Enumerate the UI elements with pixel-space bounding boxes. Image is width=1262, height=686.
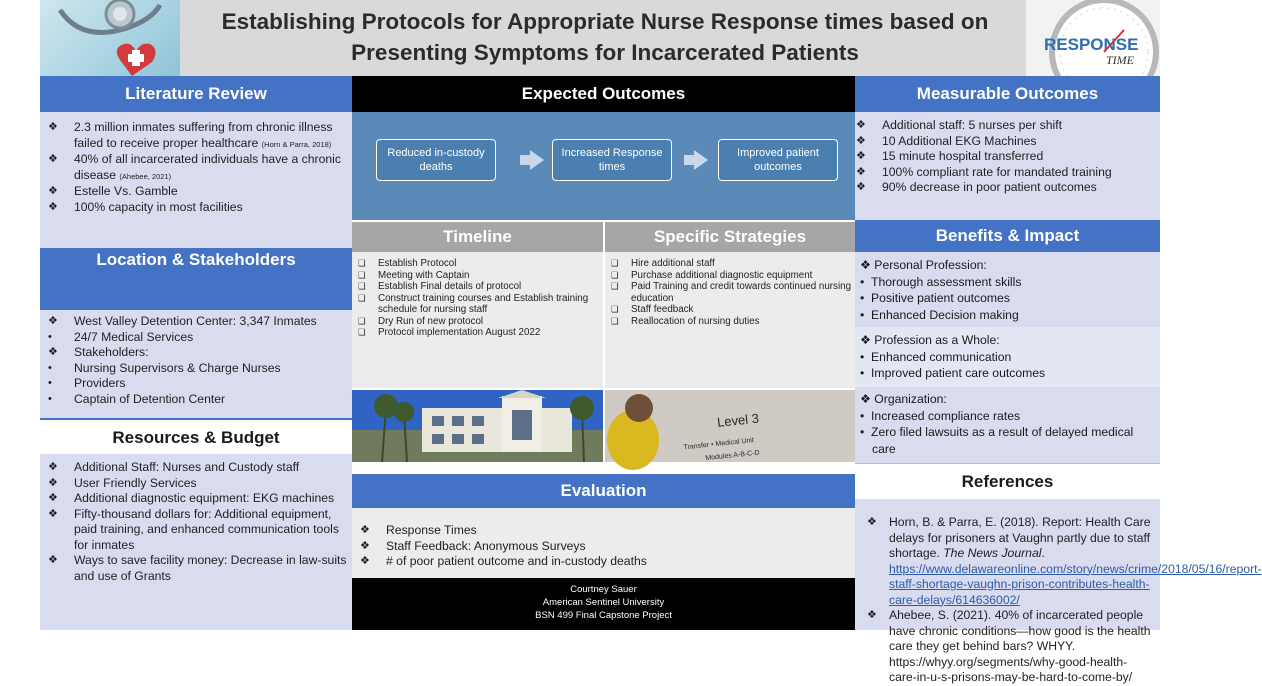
expected-outcomes-flow	[352, 112, 855, 220]
measurable-item: ❖ 15 minute hospital transferred	[856, 149, 1044, 163]
strategy-item: ❑ Paid Training and credit towards continued nursing education	[611, 281, 852, 304]
poster-title	[180, 6, 1030, 68]
benefits-personal-group	[860, 257, 1156, 323]
university-name: American Sentinel University	[542, 597, 665, 608]
specific-strategies-header: Specific Strategies	[605, 222, 855, 252]
sign-modules-text: Modules A-B-C-D	[705, 449, 761, 463]
course-name: BSN 499 Final Capstone Project	[535, 610, 672, 621]
benefits-item: • Zero filed lawsuits as a result of delayed medical care	[860, 425, 1134, 456]
location-stakeholders-list	[40, 314, 350, 407]
location-item: • Providers	[48, 376, 126, 390]
benefits-item: • Increased compliance rates	[860, 408, 1021, 423]
medical-unit-sign-photo	[605, 390, 855, 462]
strategy-item: ❑ Purchase additional diagnostic equipment	[611, 269, 813, 281]
detention-center-photo	[352, 390, 603, 462]
measurable-item: ❖ 100% compliant rate for mandated training	[856, 164, 1112, 179]
response-logo-text: RESPONSE	[1044, 35, 1139, 54]
flow-step-reduced-deaths: Reduced in-custody deaths	[376, 139, 496, 181]
literature-item: ❖ 2.3 million inmates suffering from chronic illness failed to receive proper healthcare (Horn & Parra, 2018)	[48, 120, 333, 150]
location-item: • 24/7 Medical Services	[48, 329, 194, 344]
literature-item: ❖ 100% capacity in most facilities	[48, 199, 243, 214]
evaluation-item: ❖ # of poor patient outcome and in-custody deaths	[360, 554, 647, 568]
benefits-group-head: ❖ Organization:	[860, 392, 947, 406]
literature-item: ❖ Estelle Vs. Gamble	[48, 184, 178, 198]
measurable-item: ❖ 90% decrease in poor patient outcomes	[856, 180, 1097, 194]
evaluation-header: Evaluation	[352, 474, 855, 508]
timeline-header: Timeline	[352, 222, 603, 252]
measurable-item: ❖ Additional staff: 5 nurses per shift	[856, 118, 1062, 132]
resources-item: ❖ Additional diagnostic equipment: EKG machines	[48, 491, 335, 505]
timeline-panel	[352, 252, 603, 388]
flow-step-patient-outcomes: Improved patient outcomes	[718, 139, 838, 181]
references-panel	[855, 508, 1262, 684]
title-line-1: Establishing Protocols for Appropriate Nurse Response times based on	[221, 9, 989, 34]
author-footer	[352, 578, 855, 630]
timeline-item: ❑ Establish Protocol	[358, 258, 457, 269]
sign-medical-unit-text: Transfer • Medical Unit	[683, 437, 755, 452]
resources-budget-list	[40, 460, 350, 584]
reference-item: ❖ Horn, B. & Parra, E. (2018). Report: Health Care delays for prisoners at Vaughn partly due to staff shortage. The News Journal. https://www.delawareonline.com/story/news/crime/2018/05/16/report-staff-shortage-vaughn-prison-contributes-health-care-delays/614636002/	[867, 515, 1262, 607]
measurable-outcomes-header: Measurable Outcomes	[855, 76, 1160, 112]
sign-level-text: Level 3	[716, 410, 760, 430]
stethoscope-heart-image	[40, 0, 180, 76]
timeline-item: ❑ Meeting with Captain	[358, 269, 470, 281]
timeline-item: ❑ Construct training courses and Establish training schedule for nursing staff	[358, 292, 589, 315]
literature-review-header: Literature Review	[40, 76, 352, 112]
timeline-item: ❑ Dry Run of new protocol	[358, 315, 484, 327]
time-logo-text: TIME	[1106, 53, 1134, 67]
timeline-item: ❑ Establish Final details of protocol	[358, 281, 522, 292]
location-item: • Nursing Supervisors & Charge Nurses	[48, 360, 281, 375]
benefits-impact-header: Benefits & Impact	[855, 220, 1160, 252]
references-header: References	[855, 463, 1160, 499]
arrow-right-icon	[684, 150, 708, 170]
benefits-item: • Thorough assessment skills	[860, 274, 1022, 289]
reference-item: ❖ Ahebee, S. (2021). 40% of incarcerated people have chronic conditions—how good is the health care they get behind bars? WHYY. https://whyy.org/segments/why-good-health-care-in-u-s-prisons-may-be-hard-to-come-by/	[867, 608, 1151, 684]
benefits-organization-group	[860, 391, 1156, 457]
timeline-item: ❑ Protocol implementation August 2022	[358, 327, 541, 338]
benefits-item: • Positive patient outcomes	[860, 291, 1010, 305]
strategy-item: ❑ Hire additional staff	[611, 258, 715, 269]
resources-budget-header: Resources & Budget	[40, 418, 352, 454]
strategies-panel	[605, 252, 855, 388]
evaluation-panel	[352, 508, 855, 578]
author-name: Courtney Sauer	[570, 584, 637, 595]
location-item: ❖ West Valley Detention Center: 3,347 Inmates	[48, 314, 317, 328]
measurable-item: ❖ 10 Additional EKG Machines	[856, 133, 1037, 148]
benefits-group-head: ❖ Personal Profession:	[860, 258, 987, 272]
location-stakeholders-header: Location & Stakeholders	[96, 250, 296, 269]
evaluation-item: ❖ Response Times	[360, 523, 477, 537]
literature-review-list	[40, 120, 350, 215]
benefits-profession-group	[860, 332, 1156, 382]
location-item: • Captain of Detention Center	[48, 391, 226, 406]
benefits-group-head: ❖ Profession as a Whole:	[860, 333, 1000, 347]
strategy-item: ❑ Staff feedback	[611, 304, 694, 315]
flow-step-response-times: Increased Response times	[552, 139, 672, 181]
measurable-outcomes-list	[848, 118, 1158, 196]
resources-item: ❖ Ways to save facility money: Decrease in law-suits and use of Grants	[48, 553, 347, 583]
arrow-right-icon	[520, 150, 544, 170]
literature-item: ❖ 40% of all incarcerated individuals have a chronic disease (Ahebee, 2021)	[48, 152, 341, 182]
title-line-2: Presenting Symptoms for Incarcerated Patients	[351, 40, 859, 65]
benefits-item: • Enhanced communication	[860, 349, 1012, 364]
response-time-clock-image	[1026, 0, 1160, 76]
strategy-item: ❑ Reallocation of nursing duties	[611, 315, 760, 327]
location-item: ❖ Stakeholders:	[48, 345, 149, 359]
resources-item: ❖ Additional Staff: Nurses and Custody staff	[48, 460, 300, 474]
benefits-item: • Improved patient care outcomes	[860, 366, 1046, 380]
resources-item: ❖ Fifty-thousand dollars for: Additional equipment, paid training, and enhanced communication tools for inmates	[48, 506, 339, 552]
expected-outcomes-header: Expected Outcomes	[352, 76, 855, 112]
reference-link[interactable]: https://www.delawareonline.com/story/news/crime/2018/05/16/report-staff-shortage-vaughn-prison-contributes-health-care-delays/614636002/	[889, 561, 1262, 607]
evaluation-item: ❖ Staff Feedback: Anonymous Surveys	[360, 538, 586, 553]
benefits-item: • Enhanced Decision making	[860, 307, 1019, 322]
resources-item: ❖ User Friendly Services	[48, 475, 197, 490]
